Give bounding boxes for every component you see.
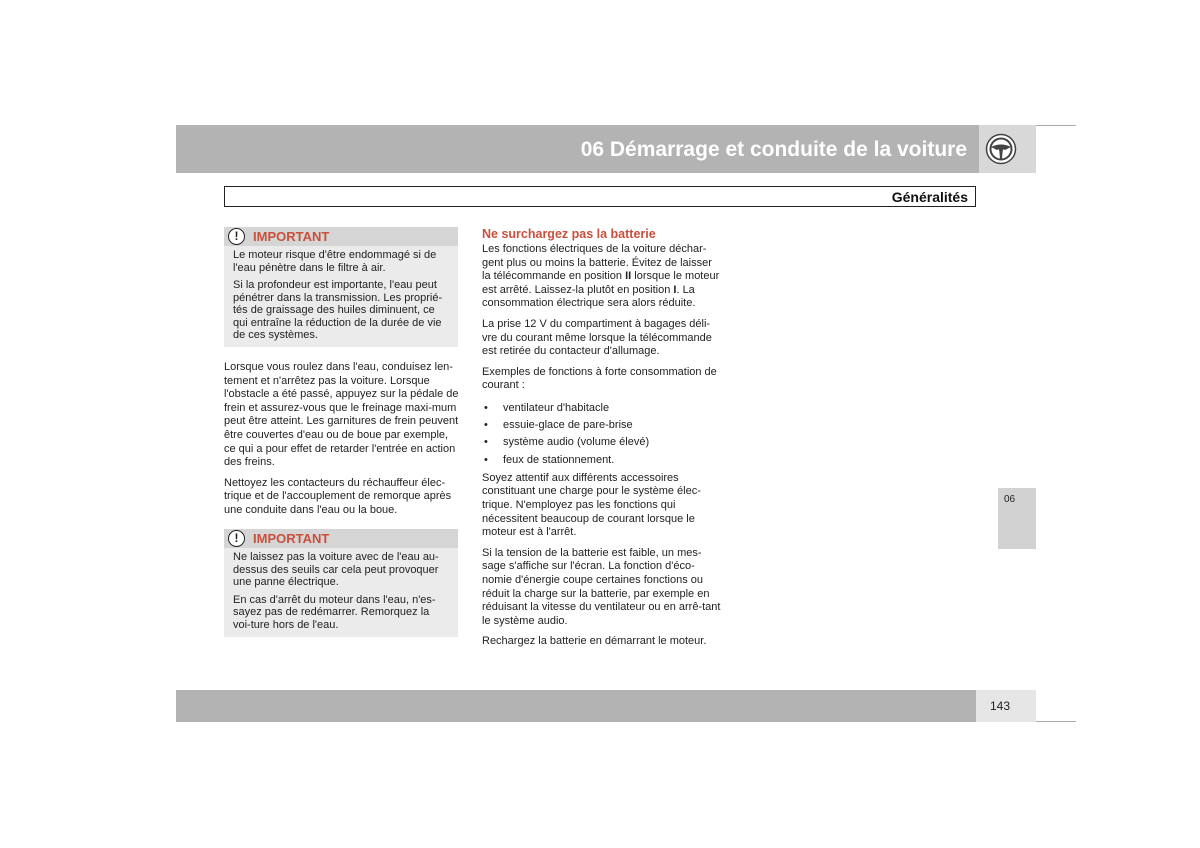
- subsection-heading: Ne surchargez pas la batterie: [482, 227, 656, 241]
- footer-rule: [1036, 721, 1076, 722]
- important-body: [224, 246, 458, 347]
- section-title-box: [224, 186, 976, 207]
- important-label: IMPORTANT: [253, 531, 330, 546]
- body-column-right: [482, 227, 722, 656]
- body-paragraph: [482, 243, 722, 311]
- important-paragraph: En cas d'arrêt du moteur dans l'eau, n'es-sayez pas de redémarrer. Remorquez la voi-ture hors de l'eau.: [233, 593, 436, 631]
- important-header: [224, 529, 458, 548]
- chapter-tab-label: 06: [1004, 494, 1016, 505]
- body-paragraph: Si la tension de la batterie est faible, un mes-sage s'affiche sur l'écran. La fonction d'éco-nomie d'énergie coupe certaines fonctions ou réduit la charge sur la batterie, par exemple en réduisant la vitesse du ventilateur ou en arrê-tant le système audio.: [482, 546, 721, 627]
- body-paragraph: Exemples de fonctions à forte consommation de courant :: [482, 365, 717, 392]
- page-number-box: [976, 690, 1036, 722]
- section-title: Généralités: [891, 189, 968, 205]
- important-header: [224, 227, 458, 246]
- page-number: 143: [990, 699, 1011, 713]
- text-run: Les fonctions électriques de la voiture déchar-gent plus ou moins la batterie. Évitez de laisser la télécommande en position: [482, 243, 712, 283]
- list-item: • essuie-glace de pare-brise: [482, 417, 722, 434]
- important-paragraph: Si la profondeur est importante, l'eau peut pénétrer dans la transmission. Les proprié-tés de graissage des huiles diminuent, ce qui entraîne la réduction de la durée de vie de ces systèmes.: [233, 279, 443, 341]
- important-body: [224, 548, 458, 637]
- important-paragraph: Ne laissez pas la voiture avec de l'eau au-dessus des seuils car cela peut provoquer une panne électrique.: [233, 551, 439, 588]
- list-item: • système audio (volume élevé): [482, 434, 722, 451]
- list-item: • ventilateur d'habitacle: [482, 400, 722, 417]
- position-i: I: [673, 283, 677, 296]
- warning-icon: !: [228, 530, 245, 547]
- list-item: • feux de stationnement.: [482, 452, 722, 469]
- text-run: . La consommation électrique sera alors réduite.: [482, 283, 696, 310]
- body-paragraph: Rechargez la batterie en démarrant le moteur.: [482, 635, 707, 648]
- steering-wheel-icon: [985, 133, 1017, 165]
- chapter-title: 06 Démarrage et conduite de la voiture: [580, 138, 967, 161]
- body-paragraph: Lorsque vous roulez dans l'eau, conduisez len-tement et n'arrêtez pas la voiture. Lorsque l'obstacle a été passé, appuyez sur la pédale de frein et assurez-vous que le freinage maxi-mum peut être atteint. Les garnitures de frein peuvent être couvertes d'eau ou de boue par exemple, ce qui a pour effet de retarder l'entrée en action des freins.: [224, 361, 459, 469]
- position-ii: II: [625, 270, 632, 283]
- important-label: IMPORTANT: [253, 229, 330, 244]
- body-paragraph: Nettoyez les contacteurs du réchauffeur élec-trique et de l'accouplement de remorque après une conduite dans l'eau ou la boue.: [224, 476, 452, 516]
- text-run: lorsque le moteur est arrêté. Laissez-la plutôt en position: [482, 270, 720, 296]
- body-column-left: [224, 361, 460, 525]
- footer-bar: [176, 690, 976, 722]
- header-rule: [1036, 125, 1076, 126]
- body-paragraph: La prise 12 V du compartiment à bagages déli-vre du courant même lorsque la télécommande est retirée du contacteur d'allumage.: [482, 317, 712, 358]
- bullet-list: [482, 400, 722, 469]
- chapter-side-tab: [998, 488, 1036, 549]
- body-paragraph: Soyez attentif aux différents accessoires constituant une charge pour le système élec-trique. N'employez pas les fonctions qui nécessitent beaucoup de courant lorsque le moteur est à l'arrêt.: [482, 471, 701, 539]
- important-paragraph: Le moteur risque d'être endommagé si de l'eau pénètre dans le filtre à air.: [233, 249, 437, 274]
- warning-icon: !: [228, 228, 245, 245]
